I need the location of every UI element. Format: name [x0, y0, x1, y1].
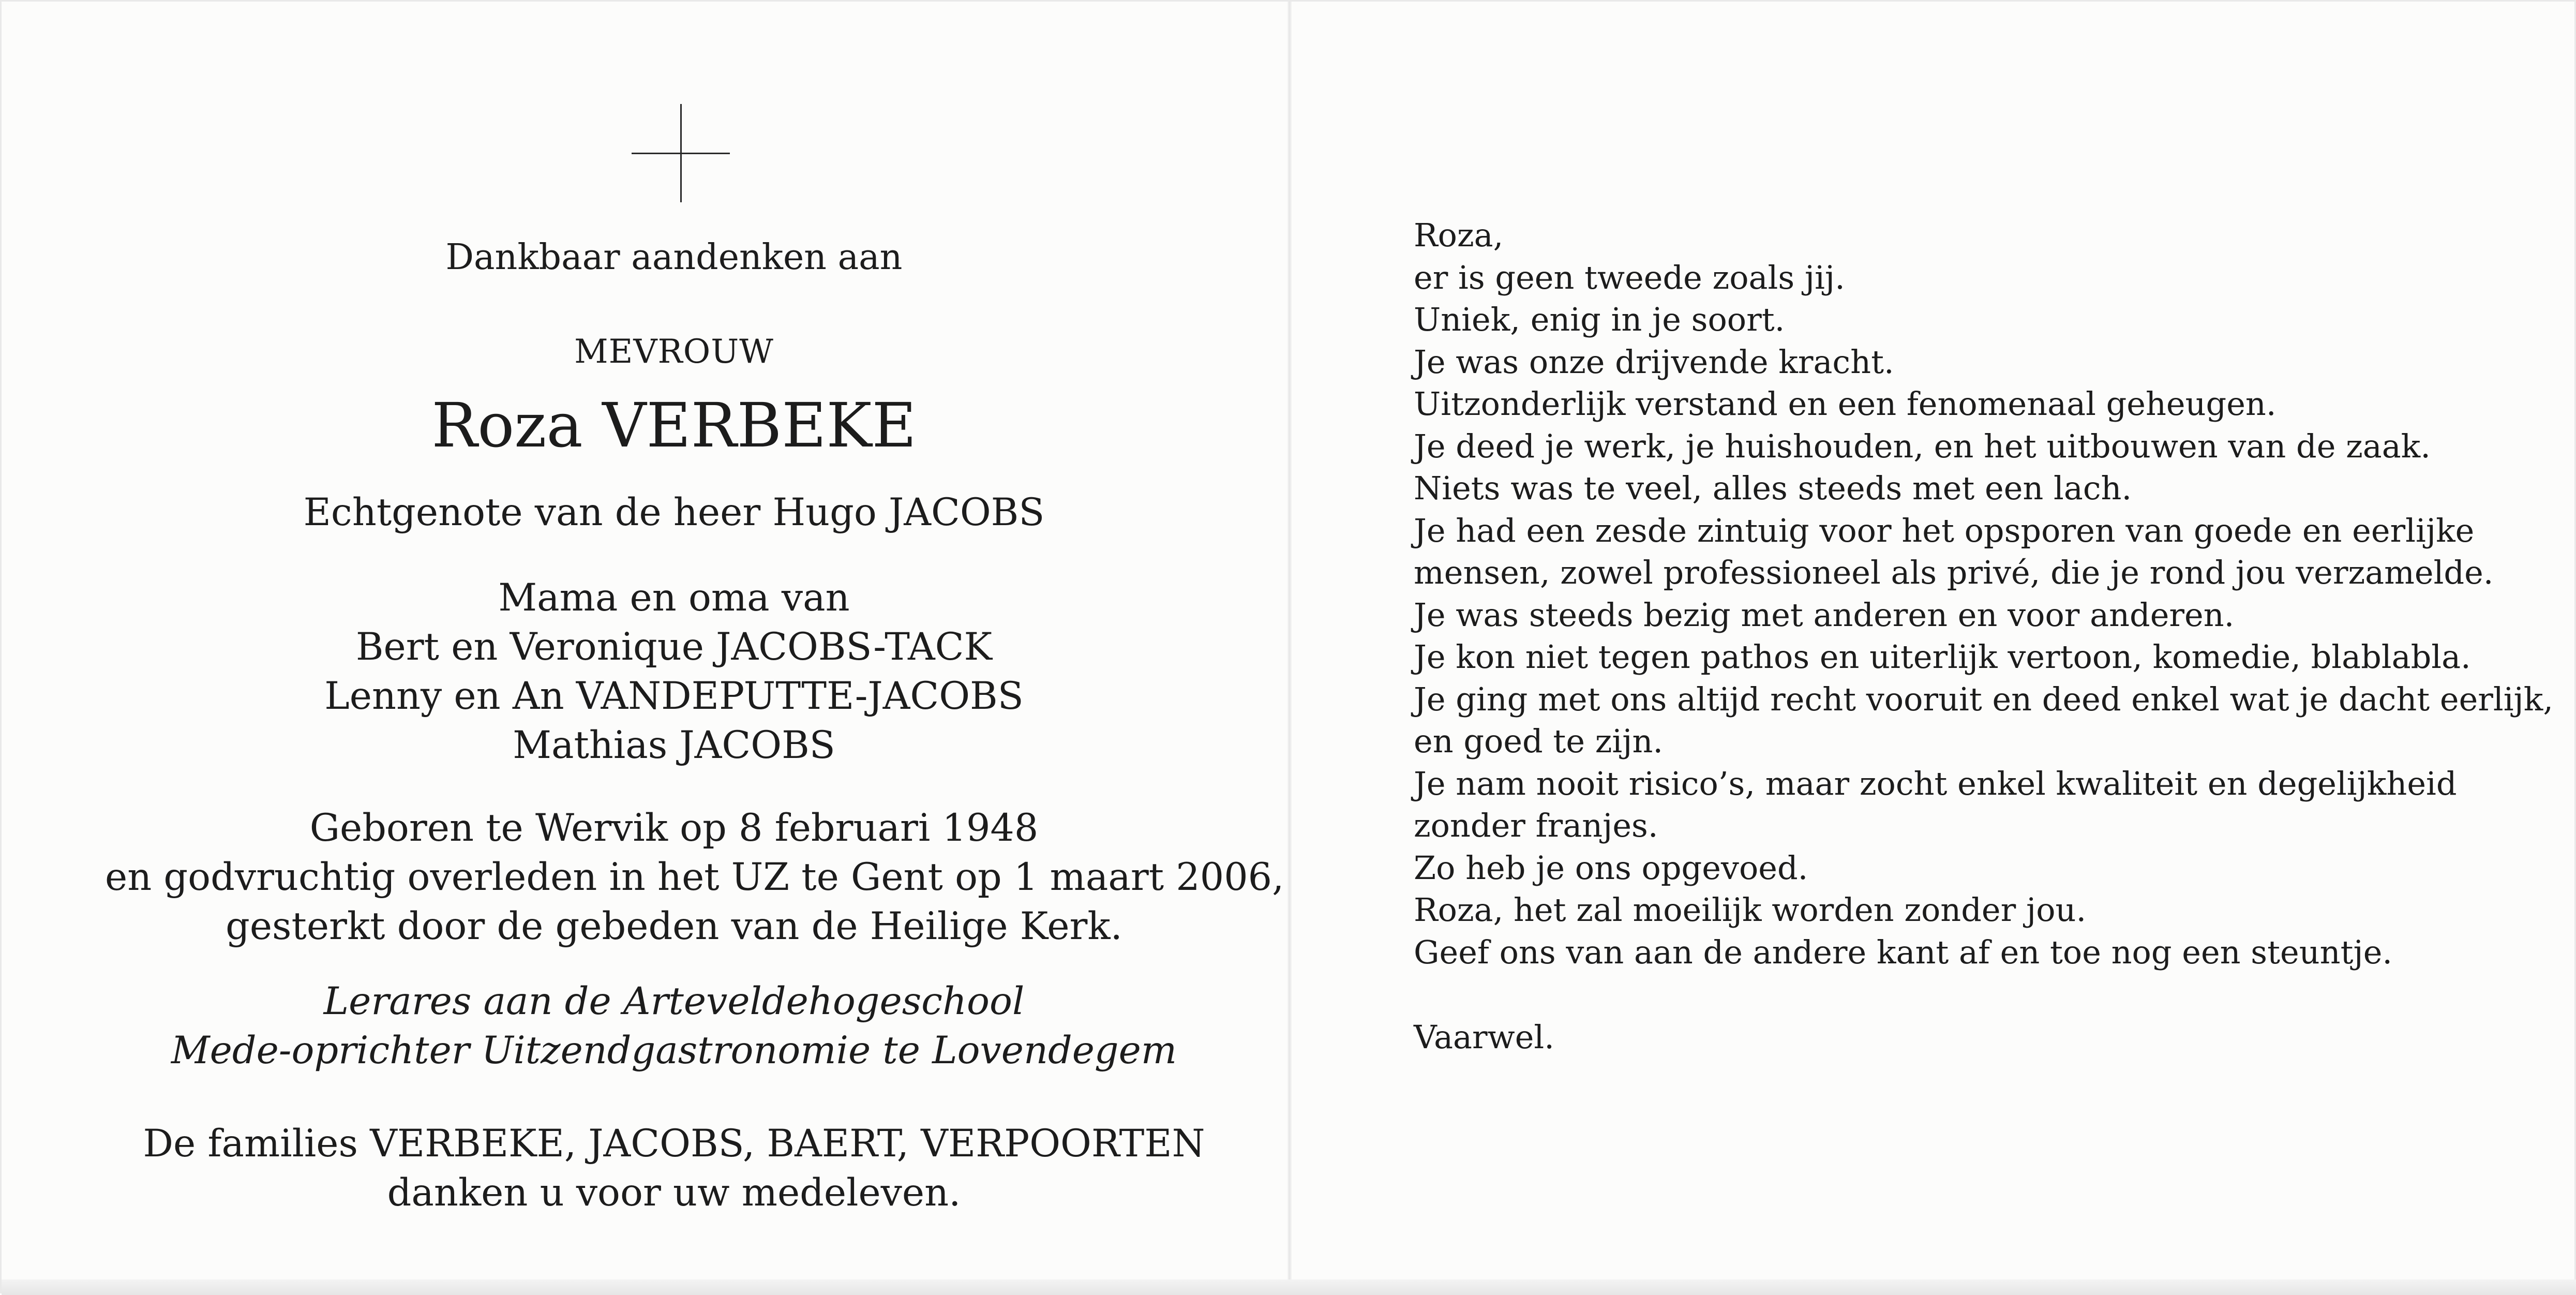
life-line: gesterkt door de gebeden van de Heilige Kerk.	[226, 904, 1122, 948]
child-line: Lenny en An VANDEPUTTE-JACOBS	[324, 674, 1024, 718]
poem-line: Uniek, enig in je soort.	[1414, 301, 1785, 338]
poem-line: Je had een zesde zintuig voor het opsporen van goede en eerlijke	[1414, 512, 2475, 549]
spouse-line: Echtgenote van de heer Hugo JACOBS	[303, 490, 1045, 534]
poem-line: Je deed je werk, je huishouden, en het uitbouwen van de zaak.	[1414, 427, 2431, 465]
profession-line: Mede-oprichter Uitzendgastronomie te Lovendegem	[171, 1029, 1177, 1073]
poem-line: Geef ons van aan de andere kant af en toe nog een steuntje.	[1414, 933, 2393, 971]
poem-line: er is geen tweede zoals jij.	[1414, 259, 1845, 296]
poem-line: Uitzonderlijk verstand en een fenomenaal geheugen.	[1414, 385, 2277, 423]
child-line: Mathias JACOBS	[513, 723, 835, 767]
children-intro: Mama en oma van	[498, 576, 850, 620]
poem-line: Je nam nooit risico’s, maar zocht enkel kwaliteit en degelijkheid	[1414, 765, 2457, 802]
child-line: Bert en Veronique JACOBS-TACK	[355, 625, 993, 669]
poem-line: mensen, zowel professioneel als privé, die je rond jou verzamelde.	[1414, 554, 2494, 591]
poem-line: Roza,	[1414, 216, 1504, 254]
life-line: Geboren te Wervik op 8 februari 1948	[309, 806, 1039, 850]
profession-line: Lerares aan de Arteveldehogeschool	[323, 979, 1025, 1023]
poem-line: Zo heb je ons opgevoed.	[1414, 849, 1808, 887]
card-fold	[1287, 2, 1292, 1295]
card-bottom-edge	[2, 1279, 2576, 1295]
cross-icon	[632, 104, 730, 202]
poem-line: Niets was te veel, alles steeds met een lach.	[1414, 469, 2132, 507]
poem-line: en goed te zijn.	[1414, 722, 1664, 760]
families-line: De families VERBEKE, JACOBS, BAERT, VERPOORTEN	[143, 1122, 1205, 1166]
poem-line: Je was steeds bezig met anderen en voor anderen.	[1414, 596, 2235, 634]
poem-line: Je kon niet tegen pathos en uiterlijk vertoon, komedie, blablabla.	[1414, 638, 2471, 676]
deceased-name: Roza VERBEKE	[431, 390, 917, 461]
closing-line: Vaarwel.	[1414, 1018, 1554, 1056]
poem-line: zonder franjes.	[1414, 807, 1658, 844]
poem-line: Roza, het zal moeilijk worden zonder jou.	[1414, 891, 2087, 929]
poem-line: Je ging met ons altijd recht vooruit en deed enkel wat je dacht eerlijk,	[1414, 680, 2554, 718]
families-line: danken u voor uw medeleven.	[387, 1171, 961, 1215]
life-line: en godvruchtig overleden in het UZ te Gent op 1 maart 2006,	[105, 855, 1284, 899]
intro-text: Dankbaar aandenken aan	[445, 237, 903, 278]
honorific: MEVROUW	[574, 333, 774, 371]
poem-line: Je was onze drijvende kracht.	[1414, 343, 1894, 381]
